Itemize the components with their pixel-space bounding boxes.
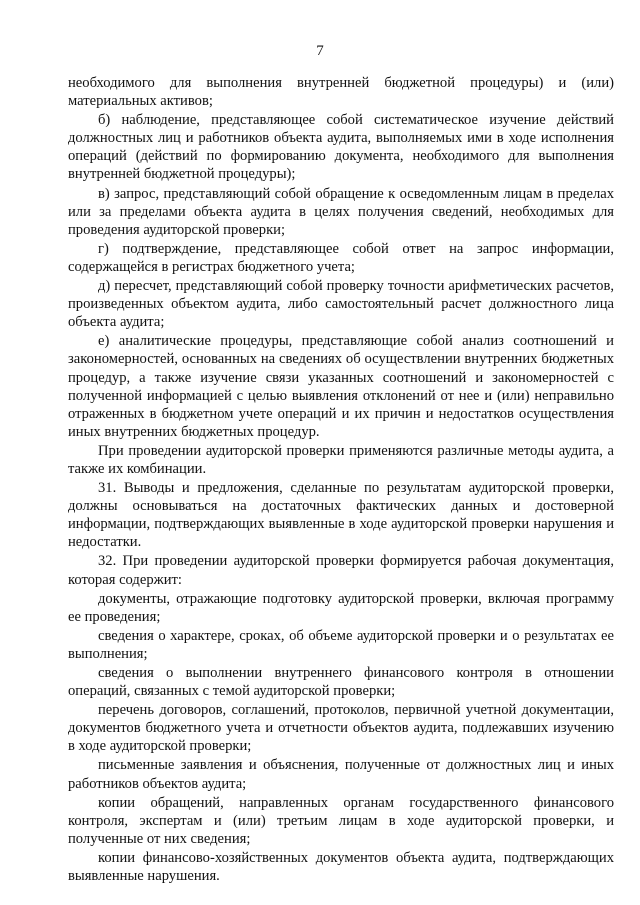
paragraph-method-e: е) аналитические процедуры, представляющие собой анализ соотношений и закономерностей, основанных на сведениях об осуществлении внутренних бюджетных процедур, а также изучение связи указанных соотношений и закономерностей с полученной информацией с целью выявления отклонений от нее и (или) неправильно отраженных в бюджетном учете операций и их причин и недостатков осуществления иных внутренних бюджетных процедур. <box>68 333 614 440</box>
paragraph-continuation: необходимого для выполнения внутренней бюджетной процедуры) и (или) материальных активов; <box>68 75 614 110</box>
paragraph-method-d: д) пересчет, представляющий собой проверку точности арифметических расчетов, произведенных объектом аудита, либо самостоятельный расчет должностного лица объекта аудита; <box>68 278 614 331</box>
paragraph-method-v: в) запрос, представляющий собой обращение к осведомленным лицам в пределах или за пределами объекта аудита в целях получения сведений, необходимых для проведения аудиторской проверки; <box>68 185 614 238</box>
paragraph-methods-combination: При проведении аудиторской проверки применяются различные методы аудита, а также их комбинации. <box>68 442 614 477</box>
paragraph-clause-32: 32. При проведении аудиторской проверки формируется рабочая документация, которая содержит: <box>68 553 614 588</box>
page-number: 7 <box>316 43 324 59</box>
paragraph-method-b: б) наблюдение, представляющее собой систематическое изучение действий должностных лиц и работников объекта аудита, выполняемых ими в ходе исполнения операций (действий по формированию документа, необходимого для выполнения внутренней бюджетной процедуры); <box>68 112 614 183</box>
paragraph-copies-documents: копии финансово-хозяйственных документов объекта аудита, подтверждающих выявленные нарушения. <box>68 849 614 885</box>
paragraph-info-control: сведения о выполнении внутреннего финансового контроля в отношении операций, связанных с темой аудиторской проверки; <box>68 665 614 700</box>
paragraph-method-g: г) подтверждение, представляющее собой ответ на запрос информации, содержащейся в регистрах бюджетного учета; <box>68 240 614 275</box>
paragraph-copies-appeals: копии обращений, направленных органам государственного финансового контроля, экспертам и (или) третьим лицам в ходе аудиторской проверки, и полученные от них сведения; <box>68 794 614 847</box>
paragraph-info-character: сведения о характере, сроках, об объеме аудиторской проверки и о результатах ее выполнения; <box>68 627 614 662</box>
paragraph-written-statements: письменные заявления и объяснения, полученные от должностных лиц и иных работников объектов аудита; <box>68 757 614 792</box>
paragraph-documents: документы, отражающие подготовку аудиторской проверки, включая программу ее проведения; <box>68 590 614 625</box>
document-body <box>68 74 614 886</box>
paragraph-clause-31: 31. Выводы и предложения, сделанные по результатам аудиторской проверки, должны основываться на достаточных фактических данных и достоверной информации, подтверждающих выявленные в ходе аудиторской проверки нарушения и недостатки. <box>68 480 614 551</box>
paragraph-list-contracts: перечень договоров, соглашений, протоколов, первичной учетной документации, документов бюджетного учета и отчетности объектов аудита, подлежавших изучению в ходе аудиторской проверки; <box>68 702 614 755</box>
